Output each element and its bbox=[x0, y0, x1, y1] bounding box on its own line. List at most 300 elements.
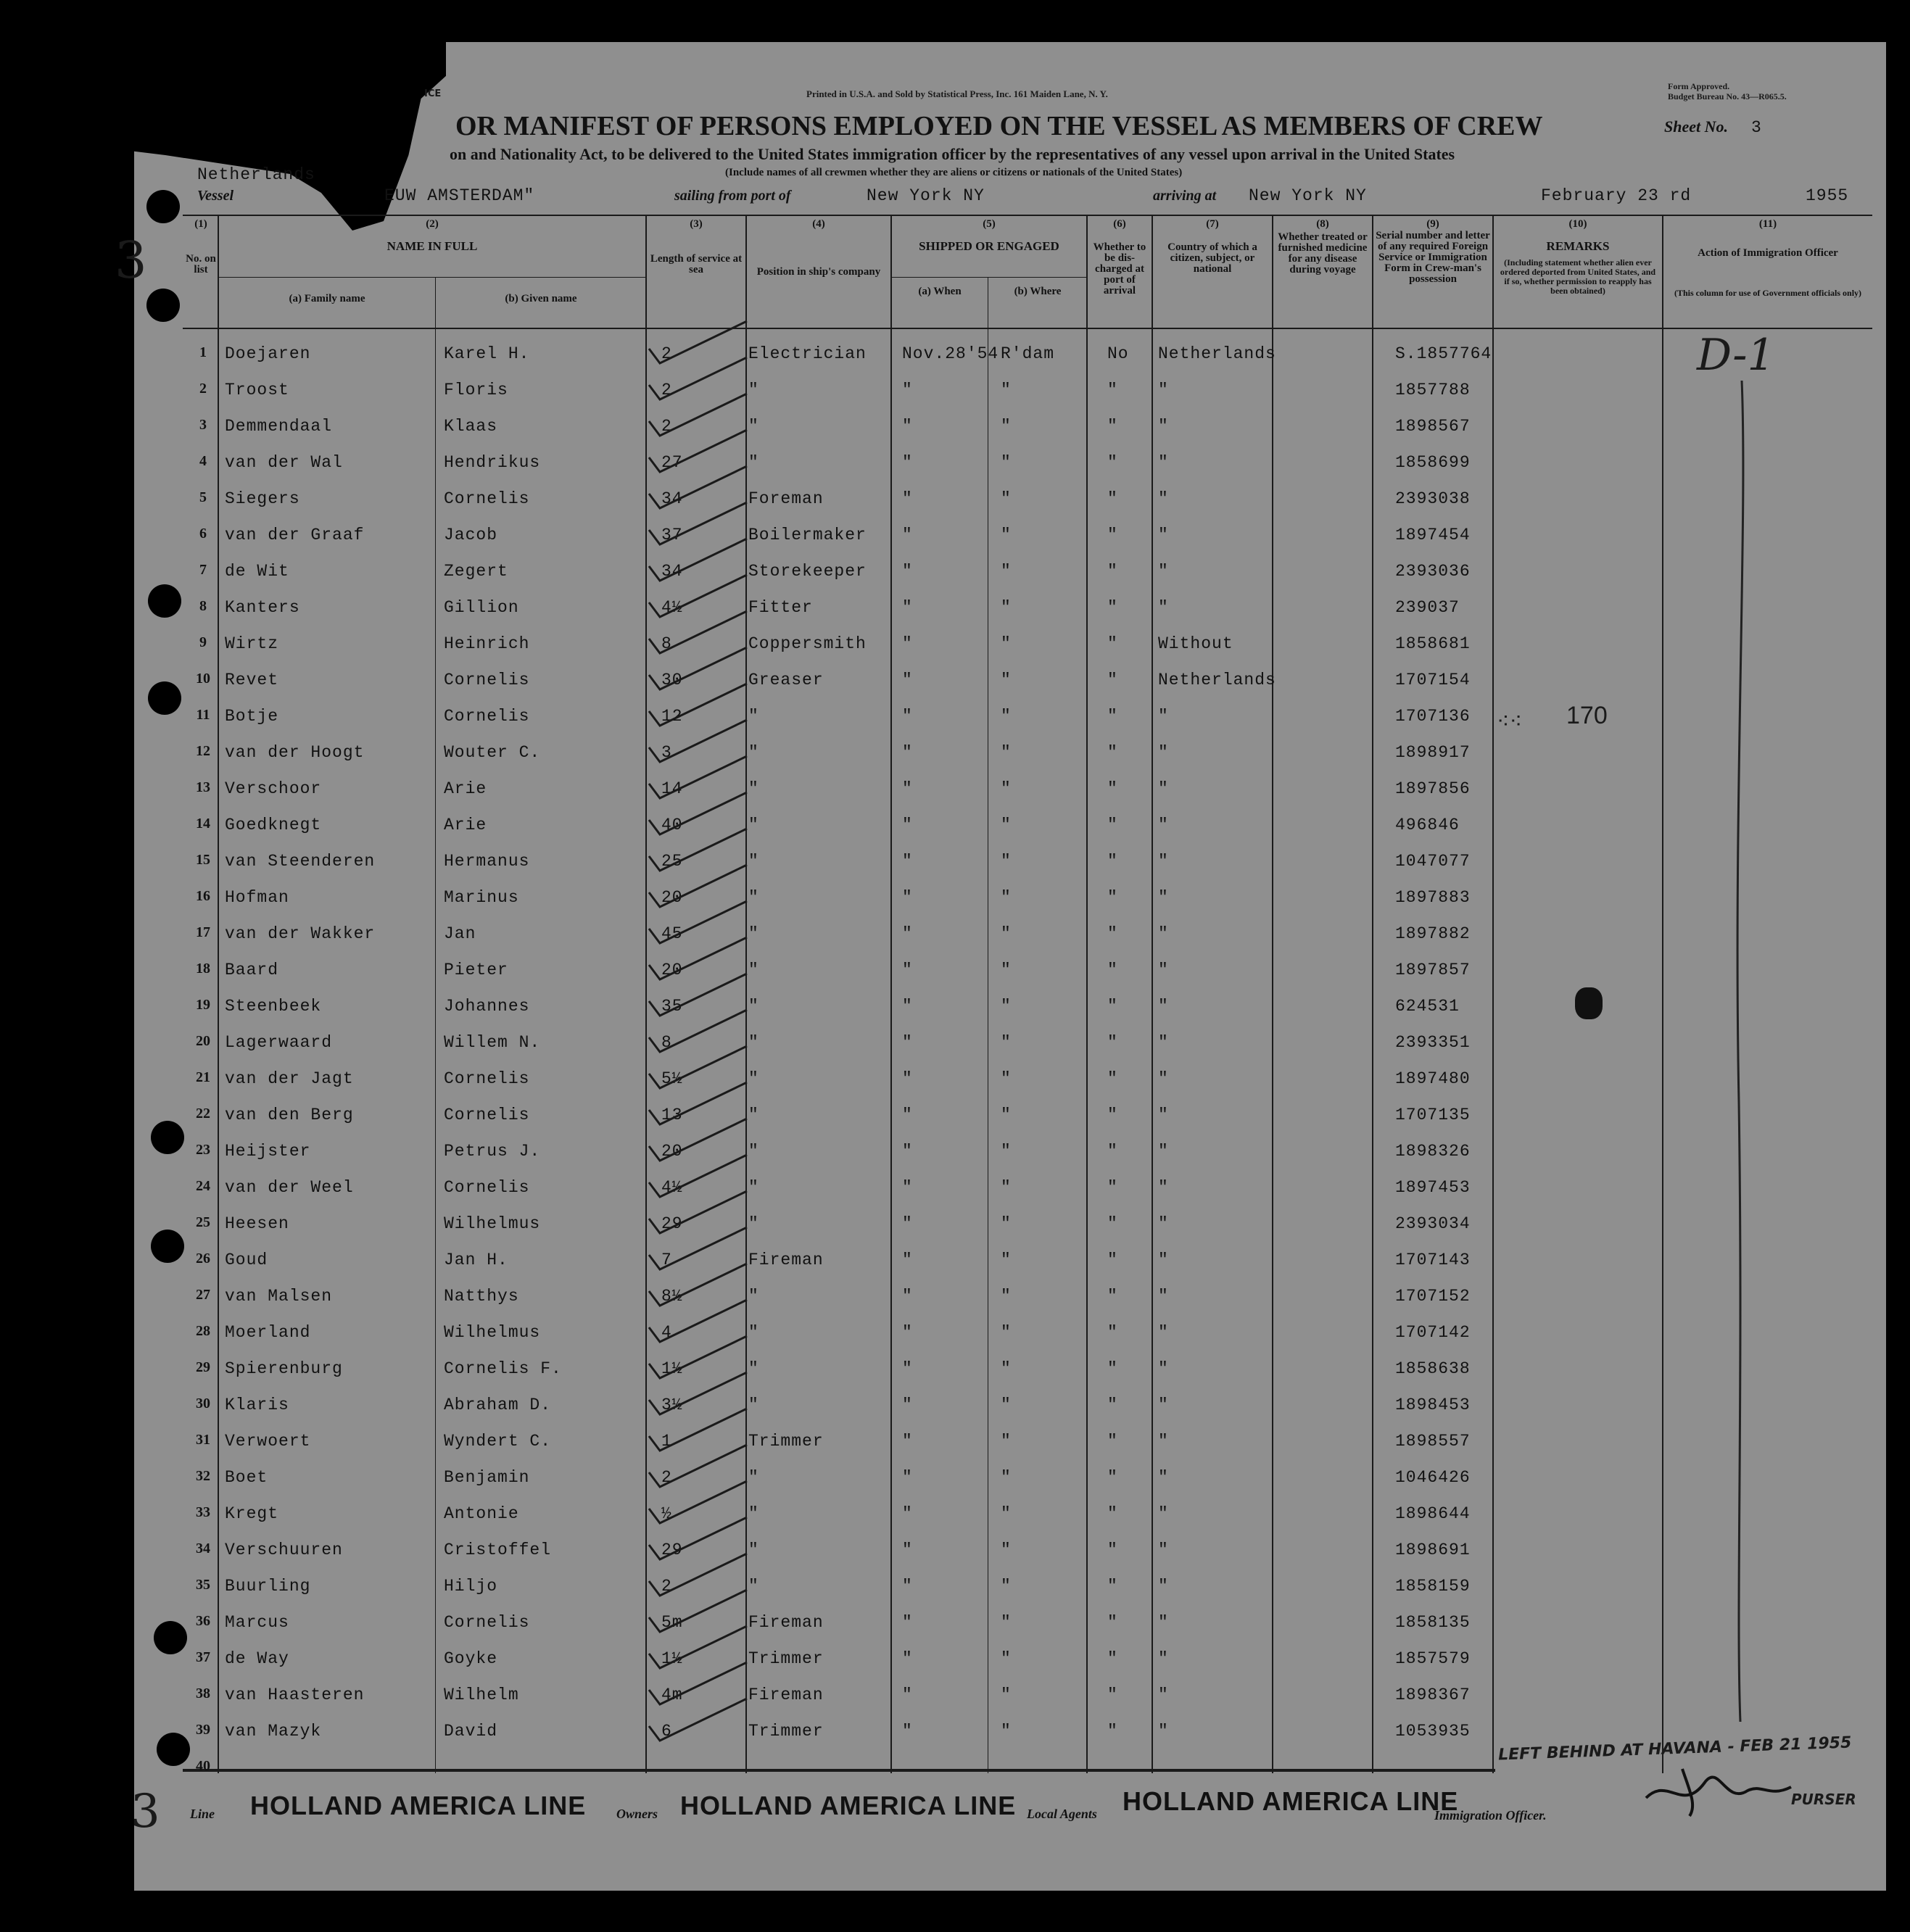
col-11-number: (11) bbox=[1758, 218, 1777, 230]
cell-discharged: No bbox=[1107, 344, 1129, 363]
cell-no: 19 bbox=[196, 997, 210, 1013]
check-mark-icon bbox=[649, 1626, 747, 1668]
cell-given: Jacob bbox=[444, 526, 498, 544]
cell-country: " bbox=[1158, 1468, 1169, 1487]
cell-serial: 1707136 bbox=[1395, 707, 1471, 726]
col-1-number: (1) bbox=[194, 218, 207, 230]
cell-given: Arie bbox=[444, 779, 487, 798]
check-mark-icon bbox=[649, 1191, 747, 1233]
col-6-number: (6) bbox=[1113, 218, 1126, 230]
cell-family: van der Graaf bbox=[225, 526, 365, 544]
cell-discharged: " bbox=[1107, 961, 1118, 979]
cell-where: " bbox=[1001, 453, 1012, 472]
cell-no: 36 bbox=[196, 1613, 210, 1629]
cell-no: 22 bbox=[196, 1106, 210, 1122]
cell-when: " bbox=[902, 888, 913, 907]
cell-when: " bbox=[902, 1504, 913, 1523]
cell-discharged: " bbox=[1107, 1178, 1118, 1197]
cell-position: " bbox=[748, 779, 759, 798]
cell-service: 25 bbox=[661, 852, 683, 871]
cell-position: Trimmer bbox=[748, 1722, 824, 1741]
cell-country: " bbox=[1158, 417, 1169, 436]
check-mark-icon bbox=[649, 1481, 747, 1523]
cell-position: Coppersmith bbox=[748, 634, 867, 653]
cell-discharged: " bbox=[1107, 1541, 1118, 1559]
col-given-header: (b) Given name bbox=[505, 293, 577, 304]
cell-country: " bbox=[1158, 743, 1169, 762]
cell-serial: 1858135 bbox=[1395, 1613, 1471, 1632]
cell-position: " bbox=[748, 888, 759, 907]
check-mark-icon bbox=[649, 1046, 747, 1088]
cell-no: 34 bbox=[196, 1541, 210, 1556]
cell-discharged: " bbox=[1107, 1504, 1118, 1523]
cell-service: 4½ bbox=[661, 598, 683, 617]
line-label: Line bbox=[190, 1807, 215, 1821]
cell-serial: 1858159 bbox=[1395, 1577, 1471, 1596]
check-mark-icon bbox=[649, 756, 747, 798]
cell-when: " bbox=[902, 1287, 913, 1306]
cell-family: Hofman bbox=[225, 888, 289, 907]
cell-family: Marcus bbox=[225, 1613, 289, 1632]
cell-where: " bbox=[1001, 1686, 1012, 1704]
cell-family: Steenbeek bbox=[225, 997, 322, 1016]
form-approved: Form Approved. bbox=[1668, 81, 1730, 91]
cell-family: Heijster bbox=[225, 1142, 311, 1161]
cell-where: " bbox=[1001, 779, 1012, 798]
remark-row-11: 170 bbox=[1566, 702, 1608, 729]
cell-given: Cornelis bbox=[444, 1069, 530, 1088]
check-mark-icon bbox=[649, 1155, 747, 1197]
col-serial-header: Serial number and letter of any required Foreign Service or Immigration Form in Crew-man's possession bbox=[1376, 230, 1490, 285]
cell-service: 30 bbox=[661, 671, 683, 689]
col-action-note: (This column for use of Government officials only) bbox=[1674, 288, 1862, 298]
cell-service: 4m bbox=[661, 1686, 683, 1704]
cell-service: 2 bbox=[661, 381, 672, 399]
cell-serial: 1897882 bbox=[1395, 924, 1471, 943]
cell-given: Cornelis bbox=[444, 1178, 530, 1197]
cell-no: 13 bbox=[196, 779, 210, 795]
cell-family: Demmendaal bbox=[225, 417, 333, 436]
margin-number-bottom: 3 bbox=[131, 1785, 160, 1838]
cell-no: 39 bbox=[196, 1722, 210, 1738]
cell-discharged: " bbox=[1107, 1396, 1118, 1414]
cell-serial: 1897480 bbox=[1395, 1069, 1471, 1088]
cell-serial: 2393036 bbox=[1395, 562, 1471, 581]
cell-position: " bbox=[748, 1541, 759, 1559]
cell-when: " bbox=[902, 1106, 913, 1124]
cell-position: " bbox=[748, 1033, 759, 1052]
cell-position: " bbox=[748, 1069, 759, 1088]
cell-no: 29 bbox=[196, 1359, 210, 1375]
cell-where: " bbox=[1001, 562, 1012, 581]
cell-service: 2 bbox=[661, 417, 672, 436]
cell-where: " bbox=[1001, 1541, 1012, 1559]
cell-service: 3 bbox=[661, 743, 672, 762]
cell-where: " bbox=[1001, 888, 1012, 907]
cell-family: de Way bbox=[225, 1649, 289, 1668]
cell-where: R'dam bbox=[1001, 344, 1055, 363]
cell-position: Trimmer bbox=[748, 1432, 824, 1451]
check-mark-icon bbox=[649, 1010, 747, 1052]
sailing-port: New York NY bbox=[867, 186, 985, 205]
cell-service: 1 bbox=[661, 1432, 672, 1451]
cell-given: Wouter C. bbox=[444, 743, 541, 762]
cell-family: van der Hoogt bbox=[225, 743, 365, 762]
cell-no: 24 bbox=[196, 1178, 210, 1194]
sheet-number: 3 bbox=[1751, 118, 1762, 137]
cell-no: 4 bbox=[199, 453, 207, 469]
cell-position: Fireman bbox=[748, 1251, 824, 1269]
cell-serial: 1897883 bbox=[1395, 888, 1471, 907]
cell-service: 8 bbox=[661, 634, 672, 653]
cell-no: 11 bbox=[196, 707, 210, 723]
cell-serial: 1858638 bbox=[1395, 1359, 1471, 1378]
cell-position: Electrician bbox=[748, 344, 867, 363]
cell-serial: 1898326 bbox=[1395, 1142, 1471, 1161]
cell-where: " bbox=[1001, 1033, 1012, 1052]
cell-discharged: " bbox=[1107, 1251, 1118, 1269]
cell-given: Gillion bbox=[444, 598, 519, 617]
cell-country: " bbox=[1158, 1504, 1169, 1523]
cell-position: Fitter bbox=[748, 598, 813, 617]
cell-discharged: " bbox=[1107, 1686, 1118, 1704]
cell-serial: 1898917 bbox=[1395, 743, 1471, 762]
cell-no: 21 bbox=[196, 1069, 210, 1085]
cell-no: 28 bbox=[196, 1323, 210, 1339]
cell-service: 4 bbox=[661, 1323, 672, 1342]
check-mark-icon bbox=[649, 720, 747, 762]
col-when-header: (a) When bbox=[918, 286, 962, 297]
col-2-number: (2) bbox=[426, 218, 439, 230]
cell-discharged: " bbox=[1107, 671, 1118, 689]
cell-position: " bbox=[748, 1359, 759, 1378]
cell-where: " bbox=[1001, 1577, 1012, 1596]
cell-serial: 1707135 bbox=[1395, 1106, 1471, 1124]
cell-family: Revet bbox=[225, 671, 279, 689]
cell-country: " bbox=[1158, 1251, 1169, 1269]
cell-discharged: " bbox=[1107, 1613, 1118, 1632]
cell-country: " bbox=[1158, 1106, 1169, 1124]
cell-no: 17 bbox=[196, 924, 210, 940]
cell-service: 5½ bbox=[661, 1069, 683, 1088]
cell-when: " bbox=[902, 743, 913, 762]
cell-when: " bbox=[902, 526, 913, 544]
cell-serial: 1898691 bbox=[1395, 1541, 1471, 1559]
vessel-label: Vessel bbox=[197, 188, 233, 204]
cell-given: Benjamin bbox=[444, 1468, 530, 1487]
cell-no: 14 bbox=[196, 816, 210, 832]
cell-family: Verschuuren bbox=[225, 1541, 343, 1559]
cell-country: " bbox=[1158, 381, 1169, 399]
cell-discharged: " bbox=[1107, 1432, 1118, 1451]
cell-where: " bbox=[1001, 1432, 1012, 1451]
cell-serial: 1898453 bbox=[1395, 1396, 1471, 1414]
cell-service: 1½ bbox=[661, 1359, 683, 1378]
cell-serial: 1898567 bbox=[1395, 417, 1471, 436]
cell-no: 9 bbox=[199, 634, 207, 650]
cell-country: " bbox=[1158, 1577, 1169, 1596]
cell-serial: 1858681 bbox=[1395, 634, 1471, 653]
printer-note: Printed in U.S.A. and Sold by Statistical Press, Inc. 161 Maiden Lane, N. Y. bbox=[806, 88, 1108, 99]
cell-serial: 1707152 bbox=[1395, 1287, 1471, 1306]
cell-when: " bbox=[902, 1577, 913, 1596]
cell-service: 8 bbox=[661, 1033, 672, 1052]
cell-position: " bbox=[748, 743, 759, 762]
cell-service: 35 bbox=[661, 997, 683, 1016]
cell-discharged: " bbox=[1107, 816, 1118, 834]
cell-service: 7 bbox=[661, 1251, 672, 1269]
cell-no: 2 bbox=[199, 381, 207, 397]
check-mark-icon bbox=[649, 1372, 747, 1414]
cell-serial: 1707143 bbox=[1395, 1251, 1471, 1269]
cell-family: Heesen bbox=[225, 1214, 289, 1233]
cell-discharged: " bbox=[1107, 1577, 1118, 1596]
agents-label: Local Agents bbox=[1027, 1807, 1097, 1821]
cell-where: " bbox=[1001, 961, 1012, 979]
cell-family: van Malsen bbox=[225, 1287, 333, 1306]
cell-family: Doejaren bbox=[225, 344, 311, 363]
cell-discharged: " bbox=[1107, 1468, 1118, 1487]
cell-service: 34 bbox=[661, 489, 683, 508]
cell-given: Floris bbox=[444, 381, 508, 399]
cell-service: 14 bbox=[661, 779, 683, 798]
agents-value: HOLLAND AMERICA LINE bbox=[1123, 1786, 1459, 1816]
cell-when: " bbox=[902, 924, 913, 943]
cell-given: Wilhelmus bbox=[444, 1214, 541, 1233]
cell-country: Netherlands bbox=[1158, 671, 1276, 689]
budget-bureau: Budget Bureau No. 43—R065.5. bbox=[1668, 91, 1787, 101]
cell-country: " bbox=[1158, 816, 1169, 834]
cell-discharged: " bbox=[1107, 1069, 1118, 1088]
owners-value: HOLLAND AMERICA LINE bbox=[680, 1791, 1017, 1820]
cell-serial: 239037 bbox=[1395, 598, 1460, 617]
cell-family: Kregt bbox=[225, 1504, 279, 1523]
ink-blot-icon bbox=[1575, 987, 1603, 1019]
cell-serial: 1897856 bbox=[1395, 779, 1471, 798]
remark-dots-icon: ⁖⁖ bbox=[1497, 709, 1523, 734]
cell-given: Hendrikus bbox=[444, 453, 541, 472]
cell-country: " bbox=[1158, 1359, 1169, 1378]
check-mark-icon bbox=[649, 901, 747, 943]
col-5-number: (5) bbox=[983, 218, 996, 230]
margin-number-top: 3 bbox=[115, 231, 147, 290]
cell-position: " bbox=[748, 816, 759, 834]
cell-discharged: " bbox=[1107, 779, 1118, 798]
cell-where: " bbox=[1001, 1396, 1012, 1414]
cell-position: " bbox=[748, 961, 759, 979]
cell-given: Hiljo bbox=[444, 1577, 498, 1596]
cell-no: 31 bbox=[196, 1432, 210, 1448]
col-shipped-header: SHIPPED OR ENGAGED bbox=[919, 239, 1059, 253]
check-mark-icon bbox=[649, 1082, 747, 1124]
check-mark-icon bbox=[649, 539, 747, 581]
cell-position: " bbox=[748, 924, 759, 943]
cell-discharged: " bbox=[1107, 707, 1118, 726]
cell-country: Netherlands bbox=[1158, 344, 1276, 363]
cell-discharged: " bbox=[1107, 1106, 1118, 1124]
cell-service: 12 bbox=[661, 707, 683, 726]
cell-given: Pieter bbox=[444, 961, 508, 979]
cell-position: " bbox=[748, 417, 759, 436]
col-10-number: (10) bbox=[1568, 218, 1587, 230]
check-mark-icon bbox=[649, 1227, 747, 1269]
cell-where: " bbox=[1001, 1069, 1012, 1088]
cell-country: " bbox=[1158, 779, 1169, 798]
cell-serial: 624531 bbox=[1395, 997, 1460, 1016]
cell-serial: S.1857764 bbox=[1395, 344, 1492, 363]
cell-when: " bbox=[902, 1396, 913, 1414]
cell-no: 23 bbox=[196, 1142, 210, 1158]
cell-family: van der Jagt bbox=[225, 1069, 354, 1088]
cell-position: Fireman bbox=[748, 1613, 824, 1632]
cell-service: 29 bbox=[661, 1214, 683, 1233]
cell-family: Klaris bbox=[225, 1396, 289, 1414]
col-no-header: No. on list bbox=[186, 253, 216, 275]
cell-service: 8½ bbox=[661, 1287, 683, 1306]
cell-serial: 2393034 bbox=[1395, 1214, 1471, 1233]
cell-discharged: " bbox=[1107, 381, 1118, 399]
cell-when: " bbox=[902, 671, 913, 689]
cell-serial: 1053935 bbox=[1395, 1722, 1471, 1741]
cell-given: Wyndert C. bbox=[444, 1432, 552, 1451]
cell-family: Troost bbox=[225, 381, 289, 399]
check-mark-icon bbox=[649, 394, 747, 436]
cell-country: " bbox=[1158, 1033, 1169, 1052]
cell-family: Goud bbox=[225, 1251, 268, 1269]
cell-country: " bbox=[1158, 489, 1169, 508]
cell-family: Buurling bbox=[225, 1577, 311, 1596]
cell-given: Cornelis bbox=[444, 707, 530, 726]
cell-family: van den Berg bbox=[225, 1106, 354, 1124]
cell-where: " bbox=[1001, 1251, 1012, 1269]
cell-where: " bbox=[1001, 381, 1012, 399]
action-line-icon bbox=[1726, 377, 1755, 1725]
cell-when: " bbox=[902, 1251, 913, 1269]
cell-position: Foreman bbox=[748, 489, 824, 508]
cell-position: " bbox=[748, 1504, 759, 1523]
cell-service: 20 bbox=[661, 1142, 683, 1161]
check-mark-icon bbox=[649, 1590, 747, 1632]
cell-country: " bbox=[1158, 1722, 1169, 1741]
cell-service: 27 bbox=[661, 453, 683, 472]
cell-given: Jan bbox=[444, 924, 476, 943]
arrival-year: 1955 bbox=[1806, 186, 1849, 205]
arriving-port: New York NY bbox=[1249, 186, 1367, 205]
cell-service: 2 bbox=[661, 1577, 672, 1596]
cell-given: Cornelis bbox=[444, 489, 530, 508]
cell-discharged: " bbox=[1107, 489, 1118, 508]
cell-serial: 1898557 bbox=[1395, 1432, 1471, 1451]
cell-position: " bbox=[748, 453, 759, 472]
cell-where: " bbox=[1001, 1468, 1012, 1487]
cell-no: 16 bbox=[196, 888, 210, 904]
cell-given: David bbox=[444, 1722, 498, 1741]
check-mark-icon bbox=[649, 1409, 747, 1451]
cell-family: Siegers bbox=[225, 489, 300, 508]
cell-family: van der Wakker bbox=[225, 924, 376, 943]
cell-discharged: " bbox=[1107, 924, 1118, 943]
cell-given: Goyke bbox=[444, 1649, 498, 1668]
col-9-number: (9) bbox=[1426, 218, 1439, 230]
cell-when: " bbox=[902, 634, 913, 653]
cell-no: 15 bbox=[196, 852, 210, 868]
cell-service: 2 bbox=[661, 344, 672, 363]
cell-position: Greaser bbox=[748, 671, 824, 689]
cell-given: Cristoffel bbox=[444, 1541, 552, 1559]
cell-country: " bbox=[1158, 1178, 1169, 1197]
cell-family: Baard bbox=[225, 961, 279, 979]
cell-where: " bbox=[1001, 1504, 1012, 1523]
cell-service: 40 bbox=[661, 816, 683, 834]
cell-given: Abraham D. bbox=[444, 1396, 552, 1414]
cell-position: Trimmer bbox=[748, 1649, 824, 1668]
cell-given: Heinrich bbox=[444, 634, 530, 653]
cell-no: 38 bbox=[196, 1686, 210, 1701]
col-3-number: (3) bbox=[690, 218, 703, 230]
cell-no: 10 bbox=[196, 671, 210, 687]
cell-when: " bbox=[902, 707, 913, 726]
cell-no: 12 bbox=[196, 743, 210, 759]
cell-family: Goedknegt bbox=[225, 816, 322, 834]
page-title: OR MANIFEST OF PERSONS EMPLOYED ON THE VESSEL AS MEMBERS OF CREW bbox=[455, 111, 1543, 141]
cell-when: " bbox=[902, 1468, 913, 1487]
cell-discharged: " bbox=[1107, 453, 1118, 472]
cell-position: Boilermaker bbox=[748, 526, 867, 544]
cell-when: " bbox=[902, 1033, 913, 1052]
cell-where: " bbox=[1001, 1722, 1012, 1741]
purser-signature-icon bbox=[1639, 1754, 1827, 1820]
cell-given: Johannes bbox=[444, 997, 530, 1016]
cell-no: 33 bbox=[196, 1504, 210, 1520]
check-mark-icon bbox=[649, 575, 747, 617]
action-mark: D-1 bbox=[1697, 330, 1775, 381]
col-service-header: Length of service at sea bbox=[650, 253, 743, 275]
cell-when: " bbox=[902, 1686, 913, 1704]
cell-serial: 1047077 bbox=[1395, 852, 1471, 871]
cell-discharged: " bbox=[1107, 598, 1118, 617]
col-remarks-header: REMARKS bbox=[1546, 239, 1610, 253]
cell-service: 45 bbox=[661, 924, 683, 943]
cell-country: " bbox=[1158, 961, 1169, 979]
cell-position: " bbox=[748, 707, 759, 726]
cell-family: van Mazyk bbox=[225, 1722, 322, 1741]
cell-when: " bbox=[902, 961, 913, 979]
cell-family: Moerland bbox=[225, 1323, 311, 1342]
cell-where: " bbox=[1001, 598, 1012, 617]
sailing-label: sailing from port of bbox=[674, 188, 791, 204]
cell-serial: 2393351 bbox=[1395, 1033, 1471, 1052]
cell-serial: 1897453 bbox=[1395, 1178, 1471, 1197]
cell-discharged: " bbox=[1107, 997, 1118, 1016]
cell-country: " bbox=[1158, 1142, 1169, 1161]
cell-serial: 1857579 bbox=[1395, 1649, 1471, 1668]
check-mark-icon bbox=[649, 1554, 747, 1596]
cell-where: " bbox=[1001, 634, 1012, 653]
cell-service: 5m bbox=[661, 1613, 683, 1632]
cell-when: " bbox=[902, 1722, 913, 1741]
check-mark-icon bbox=[649, 829, 747, 871]
cell-country: Without bbox=[1158, 634, 1233, 653]
cell-service: 4½ bbox=[661, 1178, 683, 1197]
owners-label: Owners bbox=[616, 1807, 658, 1821]
line-value: HOLLAND AMERICA LINE bbox=[250, 1791, 587, 1820]
cell-discharged: " bbox=[1107, 417, 1118, 436]
col-family-header: (a) Family name bbox=[289, 293, 365, 304]
cell-no: 6 bbox=[199, 526, 207, 542]
col-discharged-header: Whether to be dis-charged at port of arrival bbox=[1093, 241, 1146, 297]
cell-given: Cornelis F. bbox=[444, 1359, 562, 1378]
cell-position: " bbox=[748, 1106, 759, 1124]
